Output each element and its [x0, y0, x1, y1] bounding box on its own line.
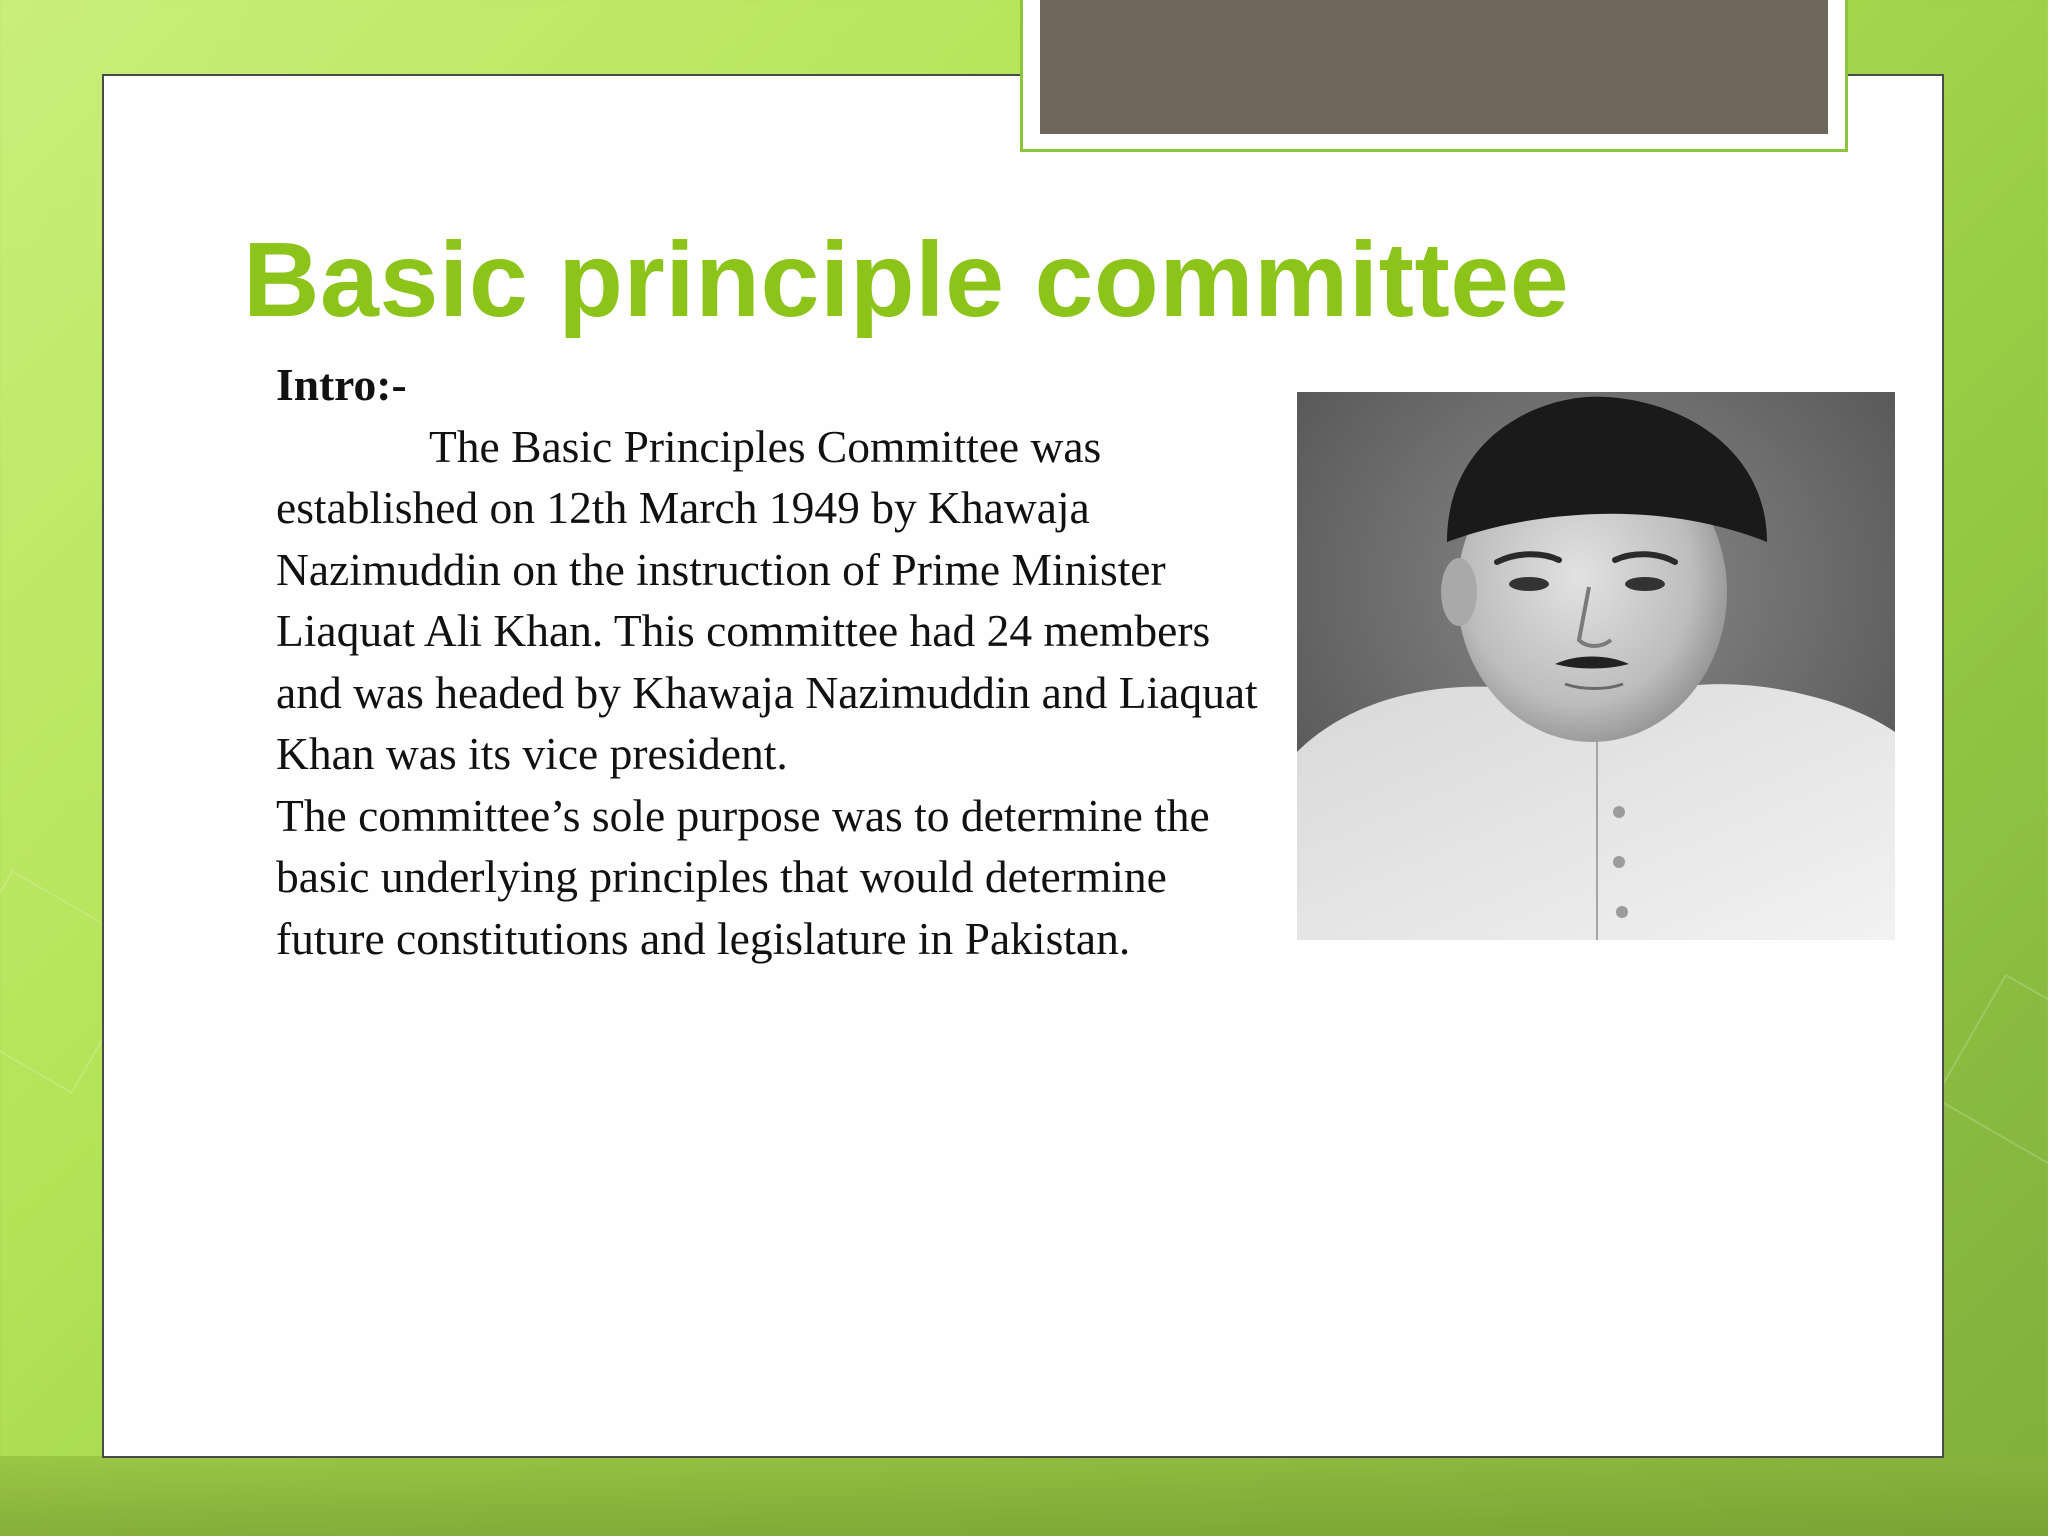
- paragraph-2: The committee’s sole purpose was to determine the basic underlying principles that would determine future constitutions and legislature in Pakistan.: [276, 789, 1210, 964]
- background-decoration: [1934, 974, 2048, 1171]
- slide-title: Basic principle committee: [243, 221, 1570, 339]
- portrait-photo: [1297, 392, 1895, 940]
- paragraph-1-text: The Basic Principles Committee was established on 12th March 1949 by Khawaja Nazimuddin on the instruction of Prime Minister Liaquat Ali Khan. This committee had 24 members and was headed by Khawaja Nazimuddin and Liaquat Khan was its vice president.: [276, 420, 1258, 779]
- header-tab: [1040, 0, 1828, 134]
- portrait-photo-svg: [1297, 392, 1895, 940]
- background-bottom-band: [0, 1456, 2048, 1536]
- slide-body: [276, 354, 1286, 969]
- intro-label: Intro:-: [276, 359, 407, 410]
- paragraph-1: [276, 416, 1286, 785]
